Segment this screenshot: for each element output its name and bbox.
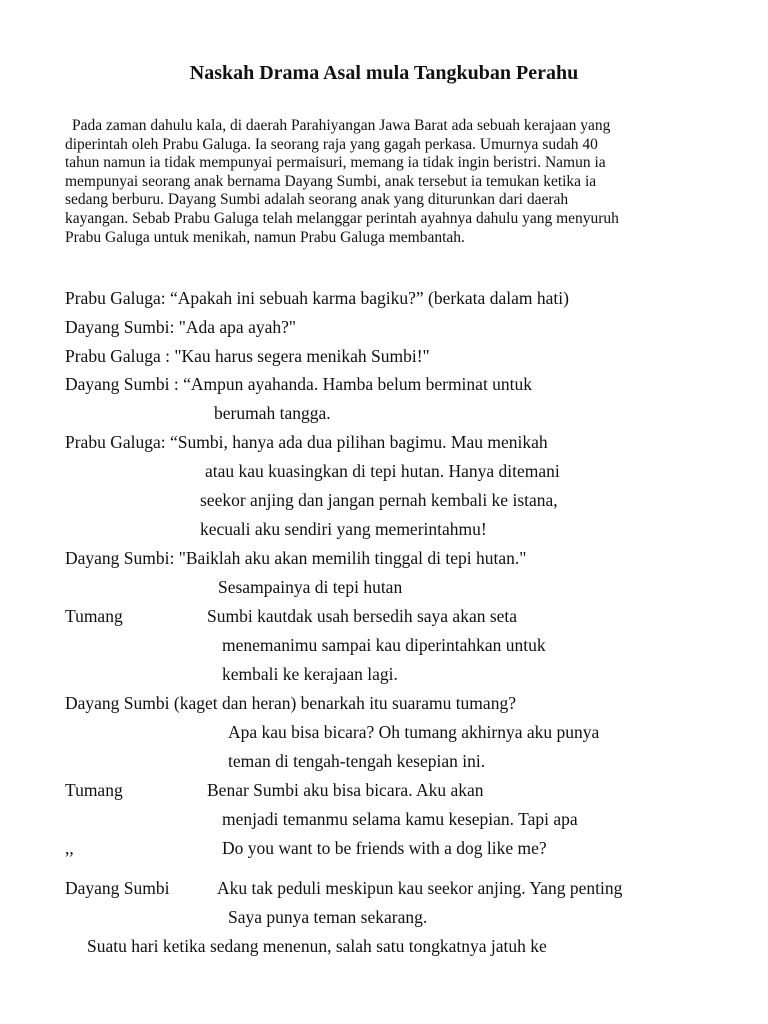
dialogue-line: Prabu Galuga: “Apakah ini sebuah karma bagiku?” (berkata dalam hati) bbox=[65, 288, 569, 308]
dialogue-line: Prabu Galuga: “Sumbi, hanya ada dua pilihan bagimu. Mau menikah bbox=[65, 432, 548, 452]
intro-line: tahun namun ia tidak mempunyai permaisuri, memang ia tidak ingin beristri. Namun ia bbox=[65, 154, 606, 172]
dialogue-line: Apa kau bisa bicara? Oh tumang akhirnya aku punya bbox=[228, 722, 600, 742]
dialogue-line: Prabu Galuga : "Kau harus segera menikah Sumbi!" bbox=[65, 346, 430, 366]
dialogue-line: Aku tak peduli meskipun kau seekor anjing. Yang penting bbox=[217, 878, 623, 898]
dialogue-line: atau kau kuasingkan di tepi hutan. Hanya ditemani bbox=[205, 461, 560, 481]
speaker-label: Tumang bbox=[65, 780, 123, 800]
dialogue-line: berumah tangga. bbox=[214, 403, 331, 423]
dialogue-line: menemanimu sampai kau diperintahkan untuk bbox=[222, 635, 546, 655]
speaker-label: ,, bbox=[65, 838, 74, 858]
dialogue-line: Dayang Sumbi : “Ampun ayahanda. Hamba belum berminat untuk bbox=[65, 374, 533, 394]
intro-line: diperintah oleh Prabu Galuga. Ia seorang raja yang gagah perkasa. Umurnya sudah 40 bbox=[65, 135, 598, 153]
dialogue-line: menjadi temanmu selama kamu kesepian. Tapi apa bbox=[222, 809, 578, 829]
intro-line: kayangan. Sebab Prabu Galuga telah melanggar perintah ayahnya dahulu yang menyuruh bbox=[65, 209, 619, 227]
narration-line: Suatu hari ketika sedang menenun, salah satu tongkatnya jatuh ke bbox=[87, 936, 547, 956]
dialogue-line: seekor anjing dan jangan pernah kembali ke istana, bbox=[200, 490, 558, 510]
dialogue-line: Saya punya teman sekarang. bbox=[228, 907, 428, 927]
document-title: Naskah Drama Asal mula Tangkuban Perahu bbox=[189, 62, 579, 84]
intro-line: sedang berburu. Dayang Sumbi adalah seorang anak yang diturunkan dari daerah bbox=[65, 191, 569, 209]
dialogue-line: Do you want to be friends with a dog like me? bbox=[222, 838, 547, 858]
dialogue-line: Benar Sumbi aku bisa bicara. Aku akan bbox=[207, 780, 484, 800]
dialogue-line: Sesampainya di tepi hutan bbox=[218, 577, 403, 597]
dialogue-line: teman di tengah-tengah kesepian ini. bbox=[228, 751, 486, 771]
speaker-label: Dayang Sumbi bbox=[65, 878, 170, 898]
intro-line: Prabu Galuga untuk menikah, namun Prabu Galuga membantah. bbox=[65, 228, 465, 246]
dialogue-line: Dayang Sumbi: "Baiklah aku akan memilih tinggal di tepi hutan." bbox=[65, 548, 527, 568]
dialogue-line: kecuali aku sendiri yang memerintahmu! bbox=[200, 519, 487, 539]
speaker-label: Tumang bbox=[65, 606, 123, 626]
dialogue-line: kembali ke kerajaan lagi. bbox=[222, 664, 398, 684]
intro-paragraph bbox=[65, 117, 713, 247]
dialogue-line: Dayang Sumbi: "Ada apa ayah?" bbox=[65, 317, 297, 337]
dialogue-line: Sumbi kautdak usah bersedih saya akan seta bbox=[207, 606, 518, 626]
intro-line: mempunyai seorang anak bernama Dayang Sumbi, anak tersebut ia temukan ketika ia bbox=[65, 172, 597, 190]
intro-line: Pada zaman dahulu kala, di daerah Parahiyangan Jawa Barat ada sebuah kerajaan yang bbox=[72, 117, 611, 134]
dialogue-line: Dayang Sumbi (kaget dan heran) benarkah itu suaramu tumang? bbox=[65, 693, 516, 713]
